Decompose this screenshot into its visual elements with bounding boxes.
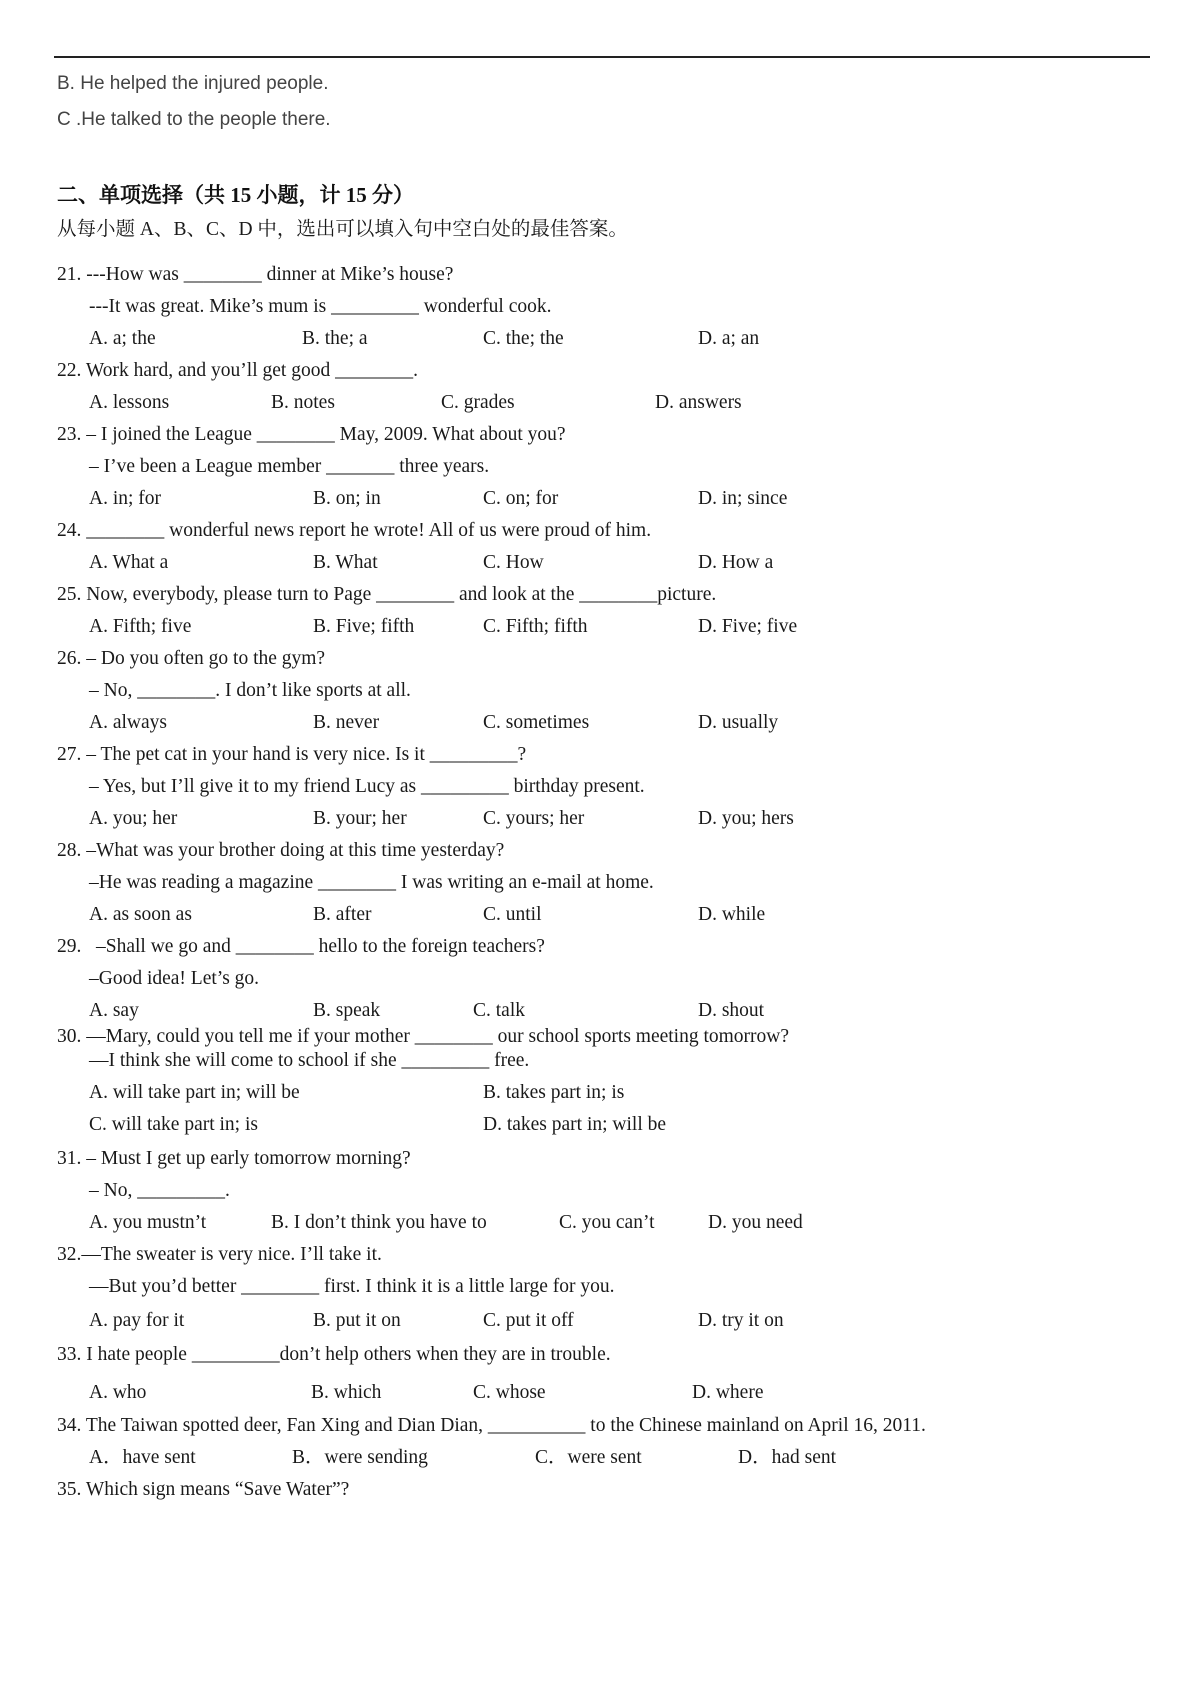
- q34-option-c[interactable]: C．were sent: [535, 1447, 642, 1468]
- q24-option-c[interactable]: C. How: [483, 552, 544, 573]
- q27-option-a[interactable]: A. you; her: [89, 808, 178, 829]
- q32-option-c[interactable]: C. put it off: [483, 1310, 574, 1331]
- q31-line-2: – No, _________.: [89, 1180, 230, 1201]
- q26-option-a[interactable]: A. always: [89, 712, 167, 733]
- q30-option-d[interactable]: D. takes part in; will be: [483, 1114, 667, 1135]
- q28-option-d[interactable]: D. while: [698, 904, 766, 925]
- q35-line-1: 35. Which sign means “Save Water”?: [57, 1479, 350, 1500]
- q25-option-a[interactable]: A. Fifth; five: [89, 616, 192, 637]
- q26-option-c[interactable]: C. sometimes: [483, 712, 590, 733]
- q34-line-1: 34. The Taiwan spotted deer, Fan Xing and Dian Dian, __________ to the Chinese mainland on April 16, 2011.: [57, 1415, 926, 1436]
- q27-line-1: 27. – The pet cat in your hand is very nice. Is it _________?: [57, 744, 527, 765]
- q33-option-a[interactable]: A. who: [89, 1382, 147, 1403]
- q23-line-1: 23. – I joined the League ________ May, 2009. What about you?: [57, 424, 566, 445]
- section-title: 二、单项选择（共 15 小题，计 15 分）: [57, 183, 414, 207]
- q24-option-a[interactable]: A. What a: [89, 552, 169, 573]
- q26-option-d[interactable]: D. usually: [698, 712, 779, 733]
- q22-line-1: 22. Work hard, and you’ll get good ________.: [57, 360, 418, 381]
- q34-option-d[interactable]: D．had sent: [738, 1447, 837, 1468]
- q28-option-a[interactable]: A. as soon as: [89, 904, 192, 925]
- q33-option-c[interactable]: C. whose: [473, 1382, 546, 1403]
- section-instruction: 从每小题 A、B、C、D 中，选出可以填入句中空白处的最佳答案。: [57, 219, 628, 240]
- q30-option-a[interactable]: A. will take part in; will be: [89, 1082, 300, 1103]
- q34-option-a[interactable]: A．have sent: [89, 1447, 196, 1468]
- q23-option-c[interactable]: C. on; for: [483, 488, 559, 509]
- q25-option-c[interactable]: C. Fifth; fifth: [483, 616, 588, 637]
- q25-option-d[interactable]: D. Five; five: [698, 616, 798, 637]
- prev-option-c: C .He talked to the people there.: [57, 109, 331, 130]
- q27-option-b[interactable]: B. your; her: [313, 808, 407, 829]
- q28-line-1: 28. –What was your brother doing at this time yesterday?: [57, 840, 505, 861]
- q24-line-1: 24. ________ wonderful news report he wrote! All of us were proud of him.: [57, 520, 652, 541]
- q27-line-2: – Yes, but I’ll give it to my friend Lucy as _________ birthday present.: [89, 776, 645, 797]
- q32-line-2: —But you’d better ________ first. I think it is a little large for you.: [89, 1276, 615, 1297]
- q27-option-c[interactable]: C. yours; her: [483, 808, 585, 829]
- q25-option-b[interactable]: B. Five; fifth: [313, 616, 415, 637]
- q29-line-2: –Good idea! Let’s go.: [89, 968, 260, 989]
- q21-option-c[interactable]: C. the; the: [483, 328, 564, 349]
- q22-option-b[interactable]: B. notes: [271, 392, 335, 413]
- q24-option-d[interactable]: D. How a: [698, 552, 774, 573]
- q29-line-1: 29. –Shall we go and ________ hello to the foreign teachers?: [57, 936, 545, 957]
- q31-option-c[interactable]: C. you can’t: [559, 1212, 655, 1233]
- q22-option-d[interactable]: D. answers: [655, 392, 742, 413]
- q21-line-1: 21. ---How was ________ dinner at Mike’s house?: [57, 264, 454, 285]
- q30-line-1: 30. —Mary, could you tell me if your mother ________ our school sports meeting tomorrow?: [57, 1026, 790, 1047]
- q22-option-c[interactable]: C. grades: [441, 392, 515, 413]
- q30-option-c[interactable]: C. will take part in; is: [89, 1114, 258, 1135]
- q33-line-1: 33. I hate people _________don’t help others when they are in trouble.: [57, 1344, 611, 1365]
- prev-option-b: B. He helped the injured people.: [57, 73, 329, 94]
- q27-option-d[interactable]: D. you; hers: [698, 808, 794, 829]
- q32-option-b[interactable]: B. put it on: [313, 1310, 401, 1331]
- q23-option-d[interactable]: D. in; since: [698, 488, 788, 509]
- q32-option-d[interactable]: D. try it on: [698, 1310, 784, 1331]
- q21-option-a[interactable]: A. a; the: [89, 328, 156, 349]
- q33-option-d[interactable]: D. where: [692, 1382, 764, 1403]
- q28-line-2: –He was reading a magazine ________ I was writing an e-mail at home.: [89, 872, 654, 893]
- q31-option-d[interactable]: D. you need: [708, 1212, 803, 1233]
- q34-option-b[interactable]: B．were sending: [292, 1447, 428, 1468]
- q28-option-b[interactable]: B. after: [313, 904, 372, 925]
- q28-option-c[interactable]: C. until: [483, 904, 542, 925]
- q23-option-a[interactable]: A. in; for: [89, 488, 162, 509]
- q30-option-b[interactable]: B. takes part in; is: [483, 1082, 625, 1103]
- q29-option-b[interactable]: B. speak: [313, 1000, 381, 1021]
- q23-option-b[interactable]: B. on; in: [313, 488, 381, 509]
- q31-option-b[interactable]: B. I don’t think you have to: [271, 1212, 487, 1233]
- q25-line-1: 25. Now, everybody, please turn to Page ________ and look at the ________picture.: [57, 584, 717, 605]
- q29-option-d[interactable]: D. shout: [698, 1000, 765, 1021]
- q29-option-c[interactable]: C. talk: [473, 1000, 525, 1021]
- q33-option-b[interactable]: B. which: [311, 1382, 382, 1403]
- q31-line-1: 31. – Must I get up early tomorrow morning?: [57, 1148, 411, 1169]
- q29-option-a[interactable]: A. say: [89, 1000, 139, 1021]
- q23-line-2: – I’ve been a League member _______ three years.: [89, 456, 490, 477]
- q21-option-d[interactable]: D. a; an: [698, 328, 760, 349]
- q26-line-2: – No, ________. I don’t like sports at all.: [89, 680, 411, 701]
- q26-option-b[interactable]: B. never: [313, 712, 380, 733]
- q24-option-b[interactable]: B. What: [313, 552, 378, 573]
- q21-line-2: ---It was great. Mike’s mum is _________ wonderful cook.: [89, 296, 552, 317]
- q26-line-1: 26. – Do you often go to the gym?: [57, 648, 326, 669]
- q21-option-b[interactable]: B. the; a: [302, 328, 368, 349]
- top-rule: [54, 56, 1150, 58]
- q32-line-1: 32.—The sweater is very nice. I’ll take it.: [57, 1244, 382, 1265]
- q30-line-2: —I think she will come to school if she _________ free.: [89, 1050, 530, 1071]
- q31-option-a[interactable]: A. you mustn’t: [89, 1212, 207, 1233]
- q22-option-a[interactable]: A. lessons: [89, 392, 170, 413]
- q32-option-a[interactable]: A. pay for it: [89, 1310, 185, 1331]
